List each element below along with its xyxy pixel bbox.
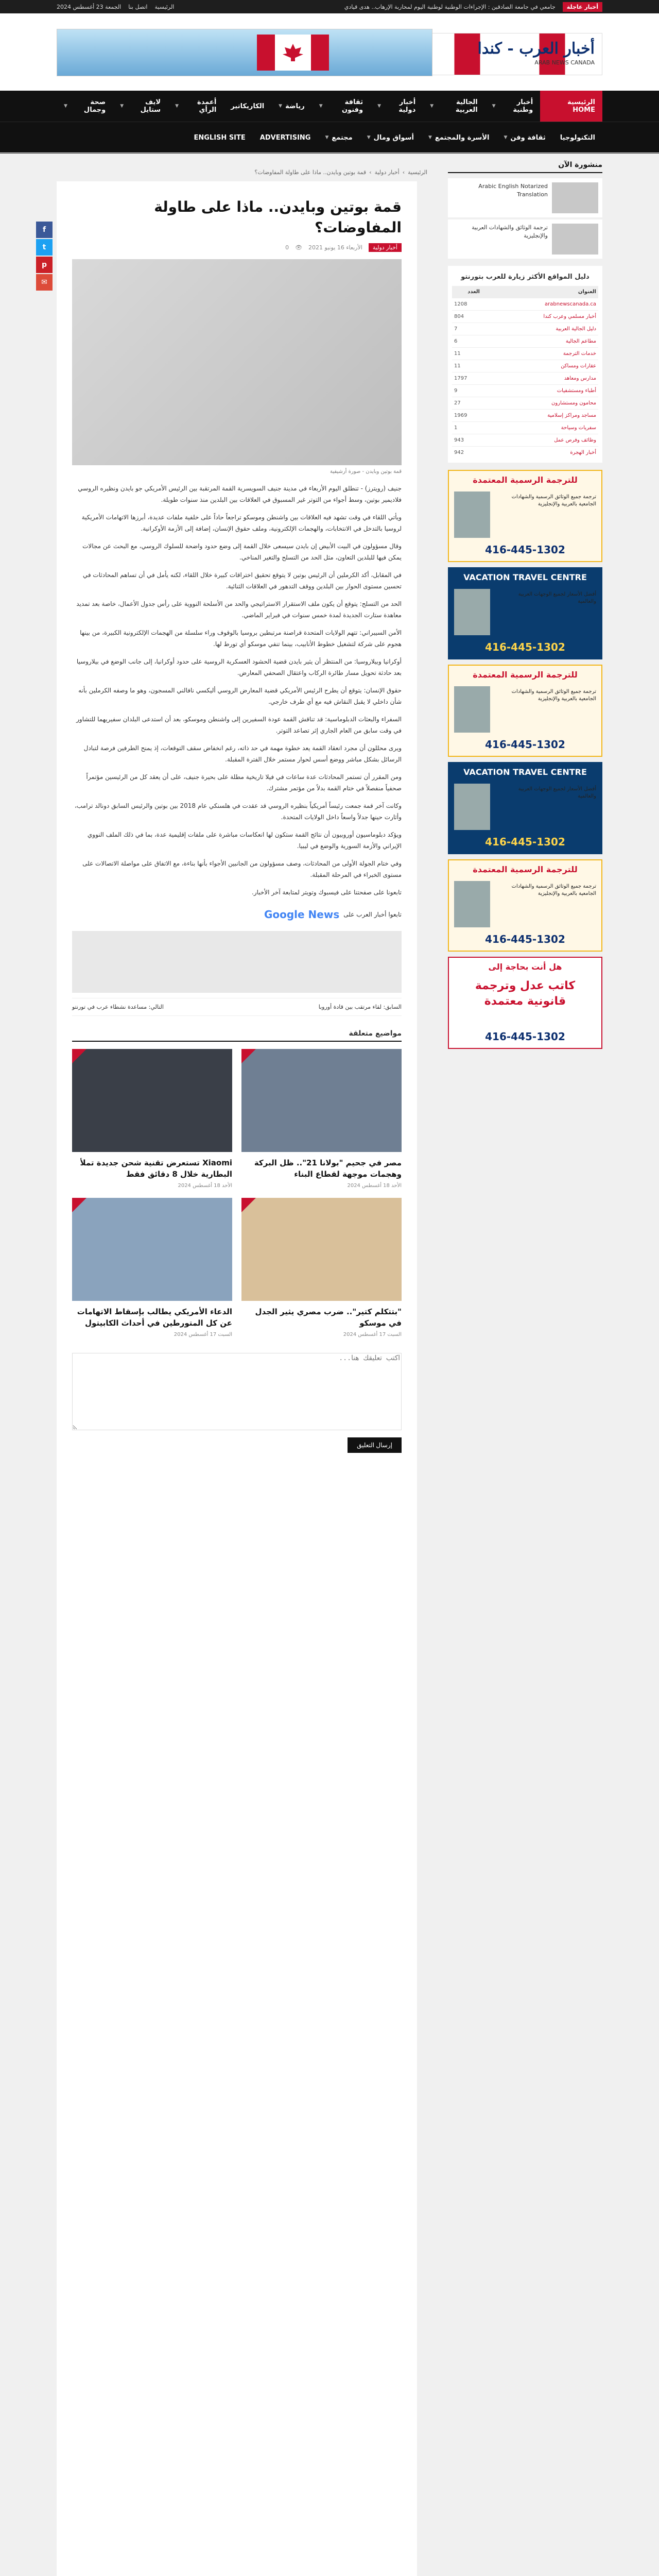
comment-form [72, 1353, 402, 1453]
sidebar-ads [448, 470, 602, 1049]
sidebar-ad[interactable] [448, 859, 602, 952]
article-main [41, 181, 417, 2576]
directory-count: 11 [452, 348, 482, 360]
related-image [241, 1198, 402, 1301]
directory-site-name[interactable]: عقارات ومساكن [482, 360, 598, 372]
nav-row-secondary [0, 122, 659, 154]
share-buttons [36, 222, 53, 291]
nav-item[interactable] [312, 91, 370, 122]
directory-row[interactable] [452, 397, 598, 410]
article-paragraph: ويؤكد دبلوماسيون أوروبيون أن نتائج القمة ستكون لها انعكاسات مباشرة على ملفات إقليمية عدة، بما في ذلك الملف النووي الإيراني والأزمة السورية والوضع في ليبيا. [87, 831, 402, 850]
sidebar-ad[interactable] [448, 470, 602, 562]
category-badge[interactable]: أخبار دولية [369, 243, 402, 252]
sidebar-ad[interactable] [448, 762, 602, 854]
submit-comment-button[interactable]: إرسال التعليق [348, 1437, 402, 1453]
nav-item-label: ثقافة وفنون [341, 98, 363, 114]
ad-headline: VACATION TRAVEL CENTRE [463, 767, 587, 777]
chevron-down-icon: ▼ [120, 104, 124, 109]
sidebar-news-item[interactable] [448, 219, 602, 259]
nav-item[interactable] [253, 122, 318, 153]
directory-count: 9 [452, 385, 482, 397]
google-news-brand: Google News [264, 908, 340, 921]
nav-item-label: رياضة [285, 102, 305, 110]
ad-phone: 416-445-1302 [485, 1030, 565, 1043]
article-paragraph: جنيف (رويترز) - تنطلق اليوم الأربعاء في مدينة جنيف السويسرية القمة المرتقبة بين الرئيس الأمريكي جو بايدن ونظيره الروسي فلاديمير بوتين، وسط أجواء من التوتر غير المسبوق في العلاقات بين البلدين منذ سنوات طويلة. [78, 485, 402, 503]
sidebar-latest-title: منشورة الآن [448, 158, 602, 173]
google-news-follow[interactable] [72, 908, 402, 921]
article-paragraph: وكانت آخر قمة جمعت رئيساً أمريكياً بنظيره الروسي قد عقدت في هلسنكي عام 2018 بين بوتين والرئيس السابق دونالد ترامب، وأثارت حينها جدلاً واسعاً داخل الولايات المتحدة. [75, 802, 402, 821]
breadcrumb-current: قمة بوتين وبايدن.. ماذا على طاولة المفاوضات؟ [254, 169, 367, 176]
related-date: السبت 17 أغسطس 2024 [174, 1332, 232, 1337]
directory-count: 7 [452, 323, 482, 335]
ad-photo [454, 589, 490, 635]
directory-count: 27 [452, 397, 482, 410]
related-title-text[interactable]: الدعاء الأمريكي يطالب بإسقاط الاتهامات عن كل المتورطين في أحداث الكابيتول [77, 1307, 232, 1328]
news-thumbnail [552, 182, 598, 213]
previous-post-link[interactable]: السابق: لقاء مرتقب بين قادة أوروبا [318, 1004, 402, 1010]
article-paragraph: حقوق الإنسان: يتوقع أن يطرح الرئيس الأمريكي قضية المعارض الروسي أليكسي نافالني المسجون، وهو ما وصفه الكرملين بأنه شأن داخلي لا يقبل النقاش فيه مع أي طرف خارجي. [78, 687, 402, 705]
article-date: الأربعاء 16 يونيو 2021 [308, 244, 362, 251]
header-banner-ad[interactable] [57, 29, 432, 76]
directory-count: 943 [452, 434, 482, 447]
chevron-down-icon: ▼ [430, 104, 434, 109]
news-title: ترجمة الوثائق والشهادات العربية والإنجليزية [472, 224, 548, 239]
nav-item[interactable] [421, 122, 497, 153]
article-hero-image [72, 259, 402, 474]
nav-item-label: ENGLISH SITE [194, 133, 246, 142]
related-card[interactable] [72, 1049, 232, 1189]
logo-image [417, 33, 602, 75]
ad-headline: للترجمة الرسمية المعتمدة [473, 865, 578, 874]
directory-count: 1 [452, 422, 482, 434]
top-bar [0, 0, 659, 13]
article-paragraph: ويرى محللون أن مجرد انعقاد القمة يعد خطوة مهمة في حد ذاته، رغم انخفاض سقف التوقعات، إذ يمنح الطرفين فرصة لتبادل الرسائل بشكل مباشر ووضع أسس لحوار مستمر خلال الفترة المقبلة. [83, 744, 402, 763]
breaking-news-label: أخبار عاجلة [563, 2, 602, 12]
ad-placeholder [72, 931, 402, 993]
email-share-icon[interactable]: ✉ [36, 274, 53, 291]
directory-title: دليل المواقع الأكثر زيارة للعرب بتورنتو [461, 273, 589, 281]
nav-item[interactable] [553, 122, 602, 153]
directory-count: 804 [452, 311, 482, 323]
ad-photo [454, 784, 490, 830]
directory-header-name: العنوان [482, 286, 598, 298]
nav-item[interactable] [168, 91, 223, 122]
article-views: 0 [285, 244, 289, 251]
ad-headline: هل أنت بحاجة إلى [488, 962, 562, 972]
nav-item[interactable] [496, 122, 552, 153]
directory-header-count: العدد [452, 286, 482, 298]
related-title-text[interactable]: Xiaomi تستعرض تقنية شحن جديدة تملأ البطارية خلال 8 دقائق فقط [80, 1158, 232, 1179]
ad-photo [454, 686, 490, 733]
ad-phone: 416-445-1302 [485, 933, 565, 945]
article-paragraph: وقال مسؤولون في البيت الأبيض إن بايدن سيسعى خلال القمة إلى وضع حدود واضحة للسلوك الروسي، مع البحث عن مجالات يمكن فيها للبلدين التعاون، مثل الحد من التسلح والتغير المناخي. [82, 543, 402, 561]
directory-site-name[interactable]: دليل الجالية العربية [482, 323, 598, 335]
nav-item[interactable] [485, 91, 541, 122]
nav-item-label: الجالية العربية [455, 98, 478, 114]
directory-count: 1969 [452, 410, 482, 422]
nav-item[interactable] [271, 91, 312, 122]
nav-item[interactable] [223, 91, 271, 122]
chevron-down-icon: ▼ [492, 104, 496, 109]
directory-site-name[interactable]: أخبار الهجرة [482, 447, 598, 459]
article-body [72, 483, 402, 898]
corner-tag-icon [241, 1198, 256, 1212]
ad-headline: للترجمة الرسمية المعتمدة [473, 670, 578, 680]
chevron-down-icon: ▼ [504, 135, 508, 140]
directory-row[interactable] [452, 348, 598, 360]
nav-item-label: أعمدة الرأي [197, 98, 217, 114]
ad-text: أفضل الأسعار لجميع الوجهات العربية والعالمية [518, 786, 596, 799]
directory-site-name[interactable]: أطباء ومستشفيات [482, 385, 598, 397]
article-paragraph: الأمن السيبراني: تتهم الولايات المتحدة قراصنة مرتبطين بروسيا بالوقوف وراء سلسلة من الهجمات الإلكترونية الكبيرة، من بينها هجوم على شركة لتشغيل خطوط الأنابيب، بينما تنفي موسكو أي تورط لها. [80, 629, 402, 648]
current-date: الجمعة 23 أغسطس 2024 [57, 3, 122, 10]
breadcrumb-home[interactable]: الرئيسية [408, 169, 427, 176]
nav-item-label: لايف ستايل [140, 98, 161, 114]
pinterest-share-icon[interactable]: p [36, 257, 53, 273]
corner-tag-icon [241, 1049, 256, 1063]
sidebar-ad[interactable] [448, 957, 602, 1049]
directory-row[interactable] [452, 335, 598, 348]
related-card[interactable] [241, 1049, 402, 1189]
nav-item-label: ثقافة وفن [510, 133, 546, 142]
article-paragraph: وفي ختام الجولة الأولى من المحادثات، وصف مسؤولون من الجانبين الأجواء بأنها بناءة، مع الاتفاق على مواصلة الاتصالات على مستوى الخبراء في المرحلة المقبلة. [82, 860, 402, 878]
directory-site-name[interactable]: سفريات وسياحة [482, 422, 598, 434]
post-navigation [72, 998, 402, 1016]
ad-phone: 416-445-1302 [485, 836, 565, 848]
chevron-down-icon: ▼ [428, 135, 432, 140]
chevron-down-icon: ▼ [319, 104, 323, 109]
nav-item-label: صحة وجمال [83, 98, 106, 114]
eye-icon: 👁 [295, 244, 303, 251]
nav-item-label: أسواق ومال [373, 133, 414, 142]
comment-textarea[interactable] [72, 1353, 402, 1430]
ad-text: أفضل الأسعار لجميع الوجهات العربية والعالمية [518, 591, 596, 604]
directory-site-name[interactable]: محامون ومستشارون [482, 397, 598, 410]
directory-row[interactable] [452, 434, 598, 447]
breaking-news-ticker[interactable]: جامعي في جامعة الصادقين : الإجراءات الوطنية لوطنية اليوم لمحاربة الإرهاب.. هدى قيادي [344, 3, 556, 10]
corner-tag-icon [72, 1198, 86, 1212]
nav-item[interactable] [370, 91, 423, 122]
article-title: قمة بوتين وبايدن.. ماذا على طاولة المفاوضات؟ [154, 198, 402, 236]
directory-table [452, 286, 598, 459]
ad-headline: للترجمة الرسمية المعتمدة [473, 475, 578, 485]
top-link-contact[interactable]: اتصل بنا [128, 3, 148, 10]
ad-photo [454, 881, 490, 927]
nav-item[interactable] [57, 91, 113, 122]
ad-text: ترجمة جميع الوثائق الرسمية والشهادات الجامعية بالعربية والإنجليزية [511, 494, 596, 507]
directory-row[interactable] [452, 385, 598, 397]
nav-item-label: أخبار دولية [398, 98, 416, 114]
nav-item[interactable] [423, 91, 484, 122]
nav-item[interactable] [187, 122, 253, 153]
main-navigation [0, 91, 659, 152]
related-image [72, 1198, 232, 1301]
sidebar-ad[interactable] [448, 665, 602, 757]
nav-item-label: مجتمع [332, 133, 353, 142]
sidebar-ad[interactable] [448, 567, 602, 659]
directory-count: 942 [452, 447, 482, 459]
article-paragraph: ومن المقرر أن تستمر المحادثات عدة ساعات في فيلا تاريخية مطلة على بحيرة جنيف، على أن يعقد كل من الرئيسين مؤتمراً صحفياً منفصلاً في ختام القمة بدلاً من مؤتمر مشترك. [86, 773, 402, 792]
ad-text: كاتب عدل وترجمة قانونية معتمدة [475, 979, 576, 1008]
directory-row[interactable] [452, 323, 598, 335]
sidebar-news-item[interactable] [448, 178, 602, 217]
related-card[interactable] [241, 1198, 402, 1337]
site-logo[interactable] [417, 32, 602, 76]
top-link-home[interactable]: الرئيسية [154, 3, 175, 10]
breadcrumb-category[interactable]: أخبار دولية [374, 169, 400, 176]
news-thumbnail [552, 224, 598, 255]
ad-photo [454, 492, 490, 538]
directory-site-name[interactable]: مساجد ومراكز إسلامية [482, 410, 598, 422]
article-meta [72, 243, 402, 252]
article-paragraph: ويأتي اللقاء في وقت تشهد فيه العلاقات بين واشنطن وموسكو تراجعاً حاداً على خلفية ملفات عديدة، أبرزها الاتهامات الأمريكية لروسيا بالتدخل في الانتخابات، والهجمات الإلكترونية، وملف حقوق الإنسان، إضافة إلى الأزمة الأوكرانية. [81, 514, 402, 532]
directory-count: 11 [452, 360, 482, 372]
chevron-down-icon: ▼ [325, 135, 329, 140]
related-grid [72, 1049, 402, 1337]
article-paragraph: السفراء والبعثات الدبلوماسية: قد تناقش القمة عودة السفيرين إلى واشنطن وموسكو، بعد أن استدعى البلدان سفيريهما للتشاور في وقت سابق من العام الجاري إثر تصاعد التوتر. [76, 716, 402, 734]
nav-item-label: الأسرة والمجتمع [435, 133, 490, 142]
directory-row[interactable] [452, 447, 598, 459]
nav-item-label: الكاريكاتير [231, 102, 265, 110]
ad-phone: 416-445-1302 [485, 544, 565, 556]
directory-count: 1208 [452, 298, 482, 311]
site-header [0, 13, 659, 91]
directory-site-name[interactable]: مدارس ومعاهد [482, 372, 598, 385]
related-title-text[interactable]: مصر في جحيم "بولانا 21".. ظل البركة وهجمات موجهة لقطاع البناء [254, 1158, 402, 1179]
related-image [72, 1049, 232, 1152]
ad-headline: VACATION TRAVEL CENTRE [463, 572, 587, 582]
directory-site-name[interactable]: arabnewscanada.ca [482, 298, 598, 311]
related-title-text[interactable]: "بتتكلم كتير".. ضرب مصري يثير الجدل في موسكو [255, 1307, 402, 1328]
nav-item-label: ADVERTISING [259, 133, 311, 142]
breadcrumb: الرئيسية › أخبار دولية › قمة بوتين وبايدن.. ماذا على طاولة المفاوضات؟ [254, 169, 427, 176]
google-news-label: تابعوا أخبار العرب على [343, 911, 402, 918]
ad-text: ترجمة جميع الوثائق الرسمية والشهادات الجامعية بالعربية والإنجليزية [511, 689, 596, 702]
article-paragraph: تابعونا على صفحتنا على فيسبوك وتويتر لمتابعة آخر الأخبار. [252, 889, 402, 896]
nav-item-label: أخبار وطنية [513, 98, 533, 114]
hero-caption: قمة بوتين وبايدن - صورة أرشيفية [330, 469, 402, 474]
nav-item-label: الرئيسية HOME [567, 98, 595, 114]
related-date: الأحد 18 أغسطس 2024 [347, 1183, 402, 1189]
chevron-down-icon: ▼ [367, 135, 371, 140]
news-title: Arabic English Notarized Translation [478, 183, 548, 198]
ad-text: ترجمة جميع الوثائق الرسمية والشهادات الجامعية بالعربية والإنجليزية [511, 884, 596, 896]
related-image [241, 1049, 402, 1152]
directory-row[interactable] [452, 372, 598, 385]
article-paragraph: في المقابل، أكد الكرملين أن الرئيس بوتين لا يتوقع تحقيق اختراقات كبيرة خلال اللقاء، لكنه يأمل في أن تساهم المحادثات في تحسين مستوى الحوار بين البلدين ووقف التدهور في العلاقات الثنائية. [82, 571, 402, 590]
directory-site-name[interactable]: مطاعم الجالية [482, 335, 598, 348]
chevron-down-icon: ▼ [377, 104, 381, 109]
nav-item[interactable] [113, 91, 168, 122]
directory-row[interactable] [452, 410, 598, 422]
chevron-down-icon: ▼ [279, 104, 283, 109]
sidebar [448, 158, 602, 1054]
facebook-share-icon[interactable]: f [36, 222, 53, 238]
related-date: الأحد 18 أغسطس 2024 [178, 1183, 232, 1189]
related-card[interactable] [72, 1198, 232, 1337]
directory-site-name[interactable]: خدمات الترجمة [482, 348, 598, 360]
directory-row[interactable] [452, 311, 598, 323]
ad-phone: 416-445-1302 [485, 738, 565, 751]
nav-item[interactable] [540, 91, 602, 122]
directory-row[interactable] [452, 360, 598, 372]
next-post-link[interactable]: التالي: مساعدة نشطاء عرب في تورنتو [72, 1004, 164, 1010]
directory-count: 6 [452, 335, 482, 348]
ad-phone: 416-445-1302 [485, 641, 565, 653]
corner-tag-icon [72, 1049, 86, 1063]
directory-row[interactable] [452, 298, 598, 311]
nav-item[interactable] [318, 122, 359, 153]
directory-site-name[interactable]: وظائف وفرص عمل [482, 434, 598, 447]
related-date: السبت 17 أغسطس 2024 [343, 1332, 402, 1337]
nav-item[interactable] [360, 122, 421, 153]
article-paragraph: الحد من التسلح: يتوقع أن يكون ملف الاستقرار الاستراتيجي والحد من الأسلحة النووية على رأس جدول الأعمال، خاصة بعد تمديد معاهدة ستارت الجديدة لمدة خمس سنوات في فبراير الماضي. [76, 600, 402, 619]
article-paragraph: أوكرانيا وبيلاروسيا: من المنتظر أن يثير بايدن قضية الحشود العسكرية الروسية على حدود أوكرانيا، إلى جانب الوضع في بيلاروسيا بعد حادثة تحويل مسار طائرة الركاب واعتقال الصحفي المعارض. [76, 658, 402, 676]
logo-text: أخبار العرب - كندا [477, 40, 595, 58]
directory-row[interactable] [452, 422, 598, 434]
directory-count: 1797 [452, 372, 482, 385]
logo-subtitle: ARAB NEWS CANADA [534, 59, 595, 66]
related-title: مواضيع متعلقة [72, 1026, 402, 1042]
chevron-down-icon: ▼ [64, 104, 67, 109]
chevron-down-icon: ▼ [175, 104, 179, 109]
nav-row-primary [0, 91, 659, 122]
site-directory [448, 266, 602, 463]
twitter-share-icon[interactable]: t [36, 239, 53, 256]
nav-item-label: التكنولوجيا [560, 133, 595, 142]
directory-site-name[interactable]: أخبار مسلمي وعرب كندا [482, 311, 598, 323]
